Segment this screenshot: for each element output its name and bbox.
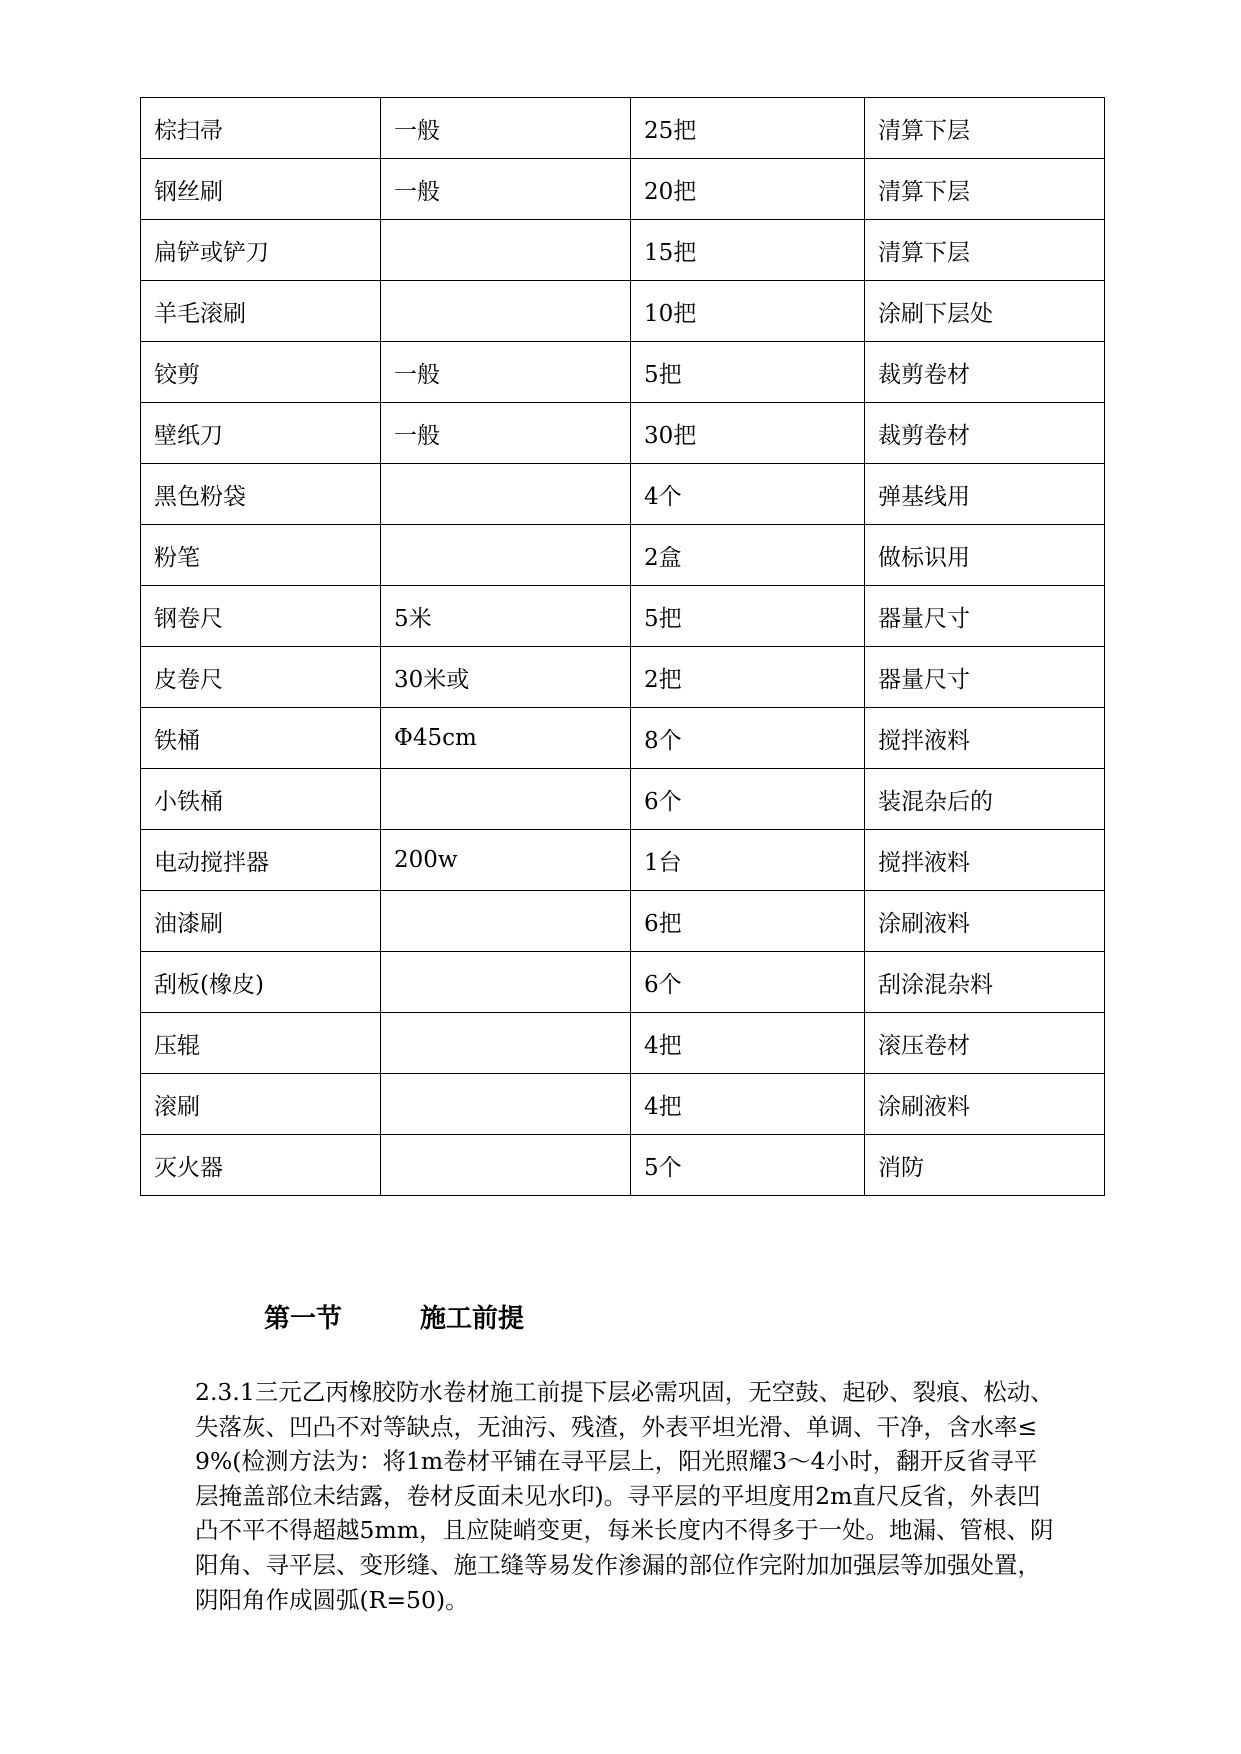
table-cell: 小铁桶 xyxy=(141,769,381,830)
table-row xyxy=(141,769,1105,830)
section-title: 施工前提 xyxy=(420,1304,525,1334)
table-cell: 钢丝刷 xyxy=(141,159,381,220)
table-cell: 刮涂混杂料 xyxy=(865,952,1105,1013)
table-cell xyxy=(381,281,631,342)
table-cell: 一般 xyxy=(381,342,631,403)
table-row xyxy=(141,98,1105,159)
table-cell: 8个 xyxy=(631,708,865,769)
table-cell: 6把 xyxy=(631,891,865,952)
table-cell: 200w xyxy=(381,830,631,891)
table-row xyxy=(141,1013,1105,1074)
table-row xyxy=(141,952,1105,1013)
table-cell: 装混杂后的 xyxy=(865,769,1105,830)
table-cell: 黑色粉袋 xyxy=(141,464,381,525)
table-cell: 器量尺寸 xyxy=(865,586,1105,647)
table-row xyxy=(141,342,1105,403)
table-cell: 6个 xyxy=(631,952,865,1013)
table-cell: 铰剪 xyxy=(141,342,381,403)
table-row xyxy=(141,891,1105,952)
table-cell: 刮板(橡皮) xyxy=(141,952,381,1013)
table-cell: 粉笔 xyxy=(141,525,381,586)
table-cell xyxy=(381,1013,631,1074)
table-row xyxy=(141,220,1105,281)
section-heading xyxy=(264,1298,524,1335)
tools-table xyxy=(140,97,1105,1196)
table-cell: 清算下层 xyxy=(865,159,1105,220)
table-cell xyxy=(381,769,631,830)
table-cell: 裁剪卷材 xyxy=(865,342,1105,403)
table-cell: 压辊 xyxy=(141,1013,381,1074)
table-cell: 6个 xyxy=(631,769,865,830)
table-cell: 一般 xyxy=(381,98,631,159)
table-cell xyxy=(381,525,631,586)
table-cell: 15把 xyxy=(631,220,865,281)
table-cell: 油漆刷 xyxy=(141,891,381,952)
table-cell: 10把 xyxy=(631,281,865,342)
table-row xyxy=(141,281,1105,342)
table-cell xyxy=(381,464,631,525)
table-cell: 30米或 xyxy=(381,647,631,708)
table-cell: 25把 xyxy=(631,98,865,159)
table-cell: 5把 xyxy=(631,342,865,403)
table-cell: 涂刷液料 xyxy=(865,1074,1105,1135)
table-cell: 扁铲或铲刀 xyxy=(141,220,381,281)
table-cell: 弹基线用 xyxy=(865,464,1105,525)
table-cell: 30把 xyxy=(631,403,865,464)
table-cell: 钢卷尺 xyxy=(141,586,381,647)
table-row xyxy=(141,1135,1105,1196)
table-cell: 4把 xyxy=(631,1013,865,1074)
table-cell: 羊毛滚刷 xyxy=(141,281,381,342)
table-cell: 2把 xyxy=(631,647,865,708)
table-cell: 器量尺寸 xyxy=(865,647,1105,708)
table-cell: 滚刷 xyxy=(141,1074,381,1135)
table-cell: 清算下层 xyxy=(865,220,1105,281)
table-row xyxy=(141,464,1105,525)
table-cell: 做标识用 xyxy=(865,525,1105,586)
table-cell: 搅拌液料 xyxy=(865,708,1105,769)
table-cell: Φ45cm xyxy=(381,708,631,769)
table-cell: 4个 xyxy=(631,464,865,525)
table-cell: 4把 xyxy=(631,1074,865,1135)
table-row xyxy=(141,708,1105,769)
table-cell: 壁纸刀 xyxy=(141,403,381,464)
table-row xyxy=(141,647,1105,708)
table-row xyxy=(141,403,1105,464)
table-row xyxy=(141,525,1105,586)
table-cell xyxy=(381,952,631,1013)
table-cell: 20把 xyxy=(631,159,865,220)
table-cell: 1台 xyxy=(631,830,865,891)
table-cell xyxy=(381,220,631,281)
table-cell: 铁桶 xyxy=(141,708,381,769)
table-row xyxy=(141,159,1105,220)
table-cell: 滚压卷材 xyxy=(865,1013,1105,1074)
table-row xyxy=(141,1074,1105,1135)
table-cell: 5把 xyxy=(631,586,865,647)
table-cell: 裁剪卷材 xyxy=(865,403,1105,464)
section-number: 第一节 xyxy=(264,1304,343,1334)
body-paragraph: 2.3.1三元乙丙橡胶防水卷材施工前提下层必需巩固，无空鼓、起砂、裂痕、松动、失落灰、凹凸不对等缺点，无油污、残渣，外表平坦光滑、单调、干净，含水率≤9%(检测方法为：将1m卷材平铺在寻平层上，阳光照耀3～4小时，翻开反省寻平层掩盖部位未结露，卷材反面未见水印)。寻平层的平坦度用2m直尺反省，外表凹凸不平不得超越5mm，且应陡峭变更，每米长度内不得多于一处。地漏、管根、阴阳角、寻平层、变形缝、施工缝等易发作渗漏的部位作完附加加强层等加强处置，阴阳角作成圆弧(R=50)。 xyxy=(195,1378,1054,1614)
table-cell xyxy=(381,891,631,952)
table-cell: 2盒 xyxy=(631,525,865,586)
table-cell: 消防 xyxy=(865,1135,1105,1196)
table-cell: 一般 xyxy=(381,403,631,464)
table-cell: 涂刷液料 xyxy=(865,891,1105,952)
table-cell xyxy=(381,1074,631,1135)
table-cell: 电动搅拌器 xyxy=(141,830,381,891)
table-cell: 涂刷下层处 xyxy=(865,281,1105,342)
table-cell: 5米 xyxy=(381,586,631,647)
table-cell: 灭火器 xyxy=(141,1135,381,1196)
table-cell: 皮卷尺 xyxy=(141,647,381,708)
table-cell: 清算下层 xyxy=(865,98,1105,159)
table-cell: 一般 xyxy=(381,159,631,220)
table-cell xyxy=(381,1135,631,1196)
table-row xyxy=(141,830,1105,891)
table-cell: 搅拌液料 xyxy=(865,830,1105,891)
table-cell: 5个 xyxy=(631,1135,865,1196)
table-row xyxy=(141,586,1105,647)
tools-table-body xyxy=(141,98,1105,1196)
table-cell: 棕扫帚 xyxy=(141,98,381,159)
